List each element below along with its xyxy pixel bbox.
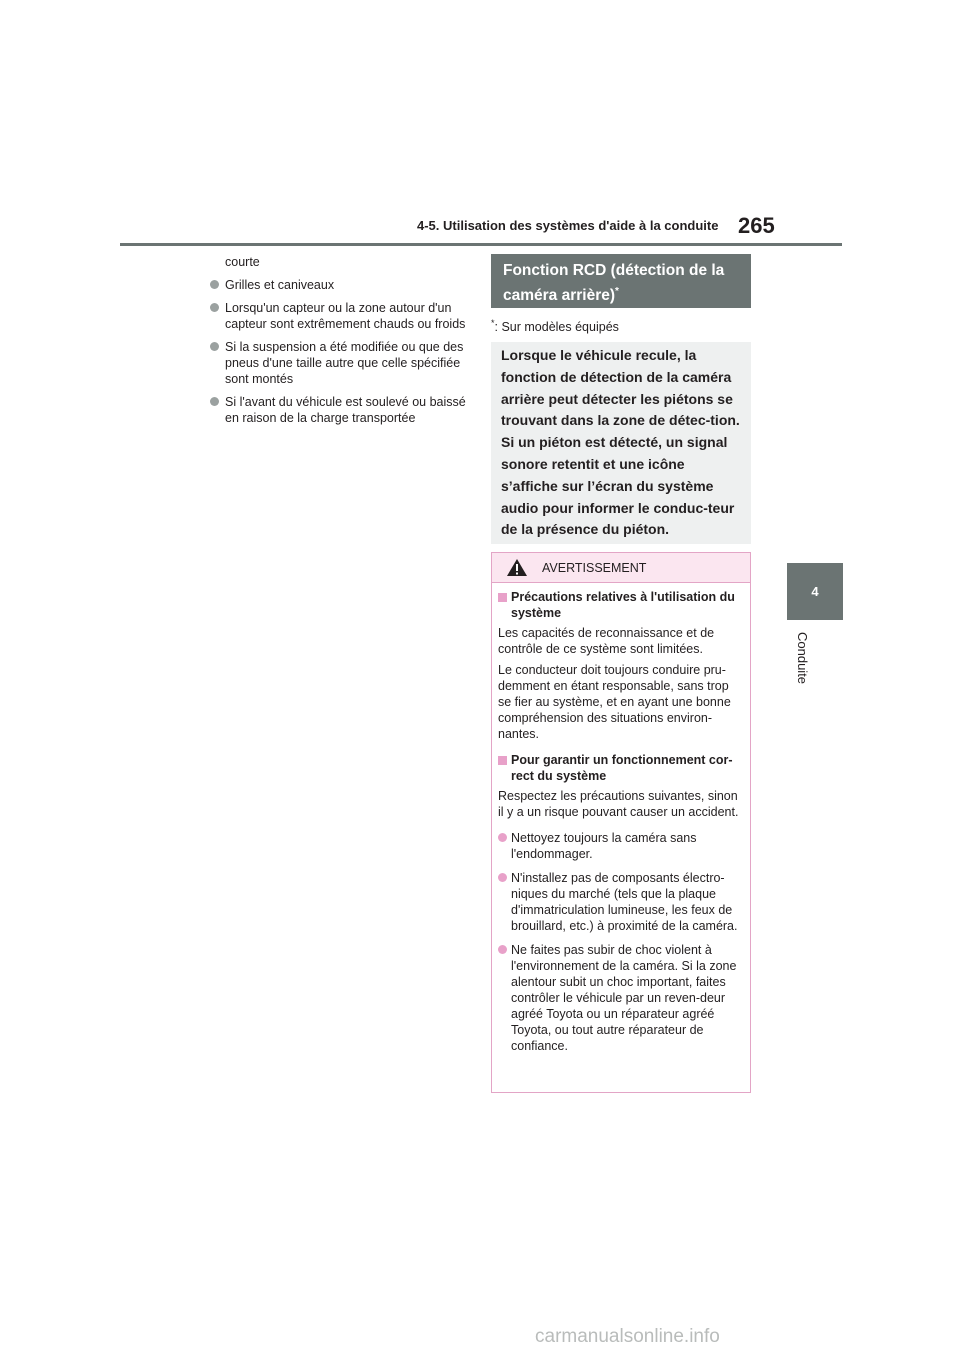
warning-label: AVERTISSEMENT	[542, 561, 647, 575]
warning-paragraph: Les capacités de reconnaissance et de contrôle de ce système sont limitées.	[498, 626, 715, 656]
warning-subheading: Pour garantir un fonctionnement cor-rect du système	[498, 752, 744, 784]
footnote: *: Sur modèles équipés	[491, 318, 619, 335]
list-item: Ne faites pas subir de choc violent à l'environnement de la caméra. Si la zone alentour subit un choc important, faites contrôler le véhicule par un reven-deur agréé Toyota ou un réparateur agréé Toyota, ou tout autre réparateur de confiance.	[498, 942, 744, 1054]
section-title: Fonction RCD (détection de la caméra arrière)*	[491, 254, 751, 308]
bullet-icon	[498, 873, 507, 882]
header-divider	[120, 243, 842, 246]
bullet-icon	[210, 397, 219, 406]
bullet-icon	[498, 945, 507, 954]
bullet-icon	[498, 833, 507, 842]
warning-box	[491, 552, 751, 1093]
list-item: Nettoyez toujours la caméra sans l'endommager.	[498, 830, 744, 862]
square-bullet-icon	[498, 593, 507, 602]
list-item: Lorsqu'un capteur ou la zone autour d'un capteur sont extrêmement chauds ou froids	[210, 300, 472, 332]
section-summary: Lorsque le véhicule recule, la fonction de détection de la caméra arrière peut détecter les piétons se trouvant dans la zone de détec-tion. Si un piéton est détecté, un signal sonore retentit et une icône s’affiche sur l’écran du système audio pour informer le conduc-teur de la présence du piéton.	[491, 342, 751, 544]
warning-paragraph: Respectez les précautions suivantes, sinon il y a un risque pouvant causer un accident.	[498, 789, 739, 819]
chapter-label: Conduite	[795, 632, 810, 685]
title-asterisk: *	[615, 286, 619, 297]
warning-triangle-icon	[506, 558, 528, 577]
chapter-tab: 4	[787, 563, 843, 620]
list-item: Si la suspension a été modifiée ou que des pneus d'une taille autre que celle spécifiée sont montés	[210, 339, 472, 387]
bullet-icon	[210, 342, 219, 351]
footnote-asterisk: *	[491, 318, 495, 328]
list-item: Grilles et caniveaux	[210, 277, 472, 293]
list-item: N'installez pas de composants électro-niques du marché (tels que la plaque d'immatriculation lumineuse, les feux de brouillard, etc.) à proximité de la caméra.	[498, 870, 744, 934]
header-section-title: 4-5. Utilisation des systèmes d'aide à la conduite	[417, 218, 719, 233]
bullet-icon	[210, 303, 219, 312]
warning-header	[492, 553, 750, 583]
list-item: Si l'avant du véhicule est soulevé ou baissé en raison de la charge transportée	[210, 394, 472, 426]
warning-subheading: Précautions relatives à l'utilisation du système	[498, 589, 744, 621]
continuation-text: courte	[225, 255, 260, 269]
watermark: carmanualsonline.info	[535, 1326, 720, 1347]
square-bullet-icon	[498, 756, 507, 765]
bullet-icon	[210, 280, 219, 289]
warning-body	[492, 583, 750, 1054]
warning-paragraph: Le conducteur doit toujours conduire pru-demment en étant responsable, sans trop se fier au système, et en ayant une bonne compréhension des situations environ-nantes.	[498, 663, 731, 741]
left-column	[210, 254, 472, 433]
page-number: 265	[738, 213, 775, 238]
